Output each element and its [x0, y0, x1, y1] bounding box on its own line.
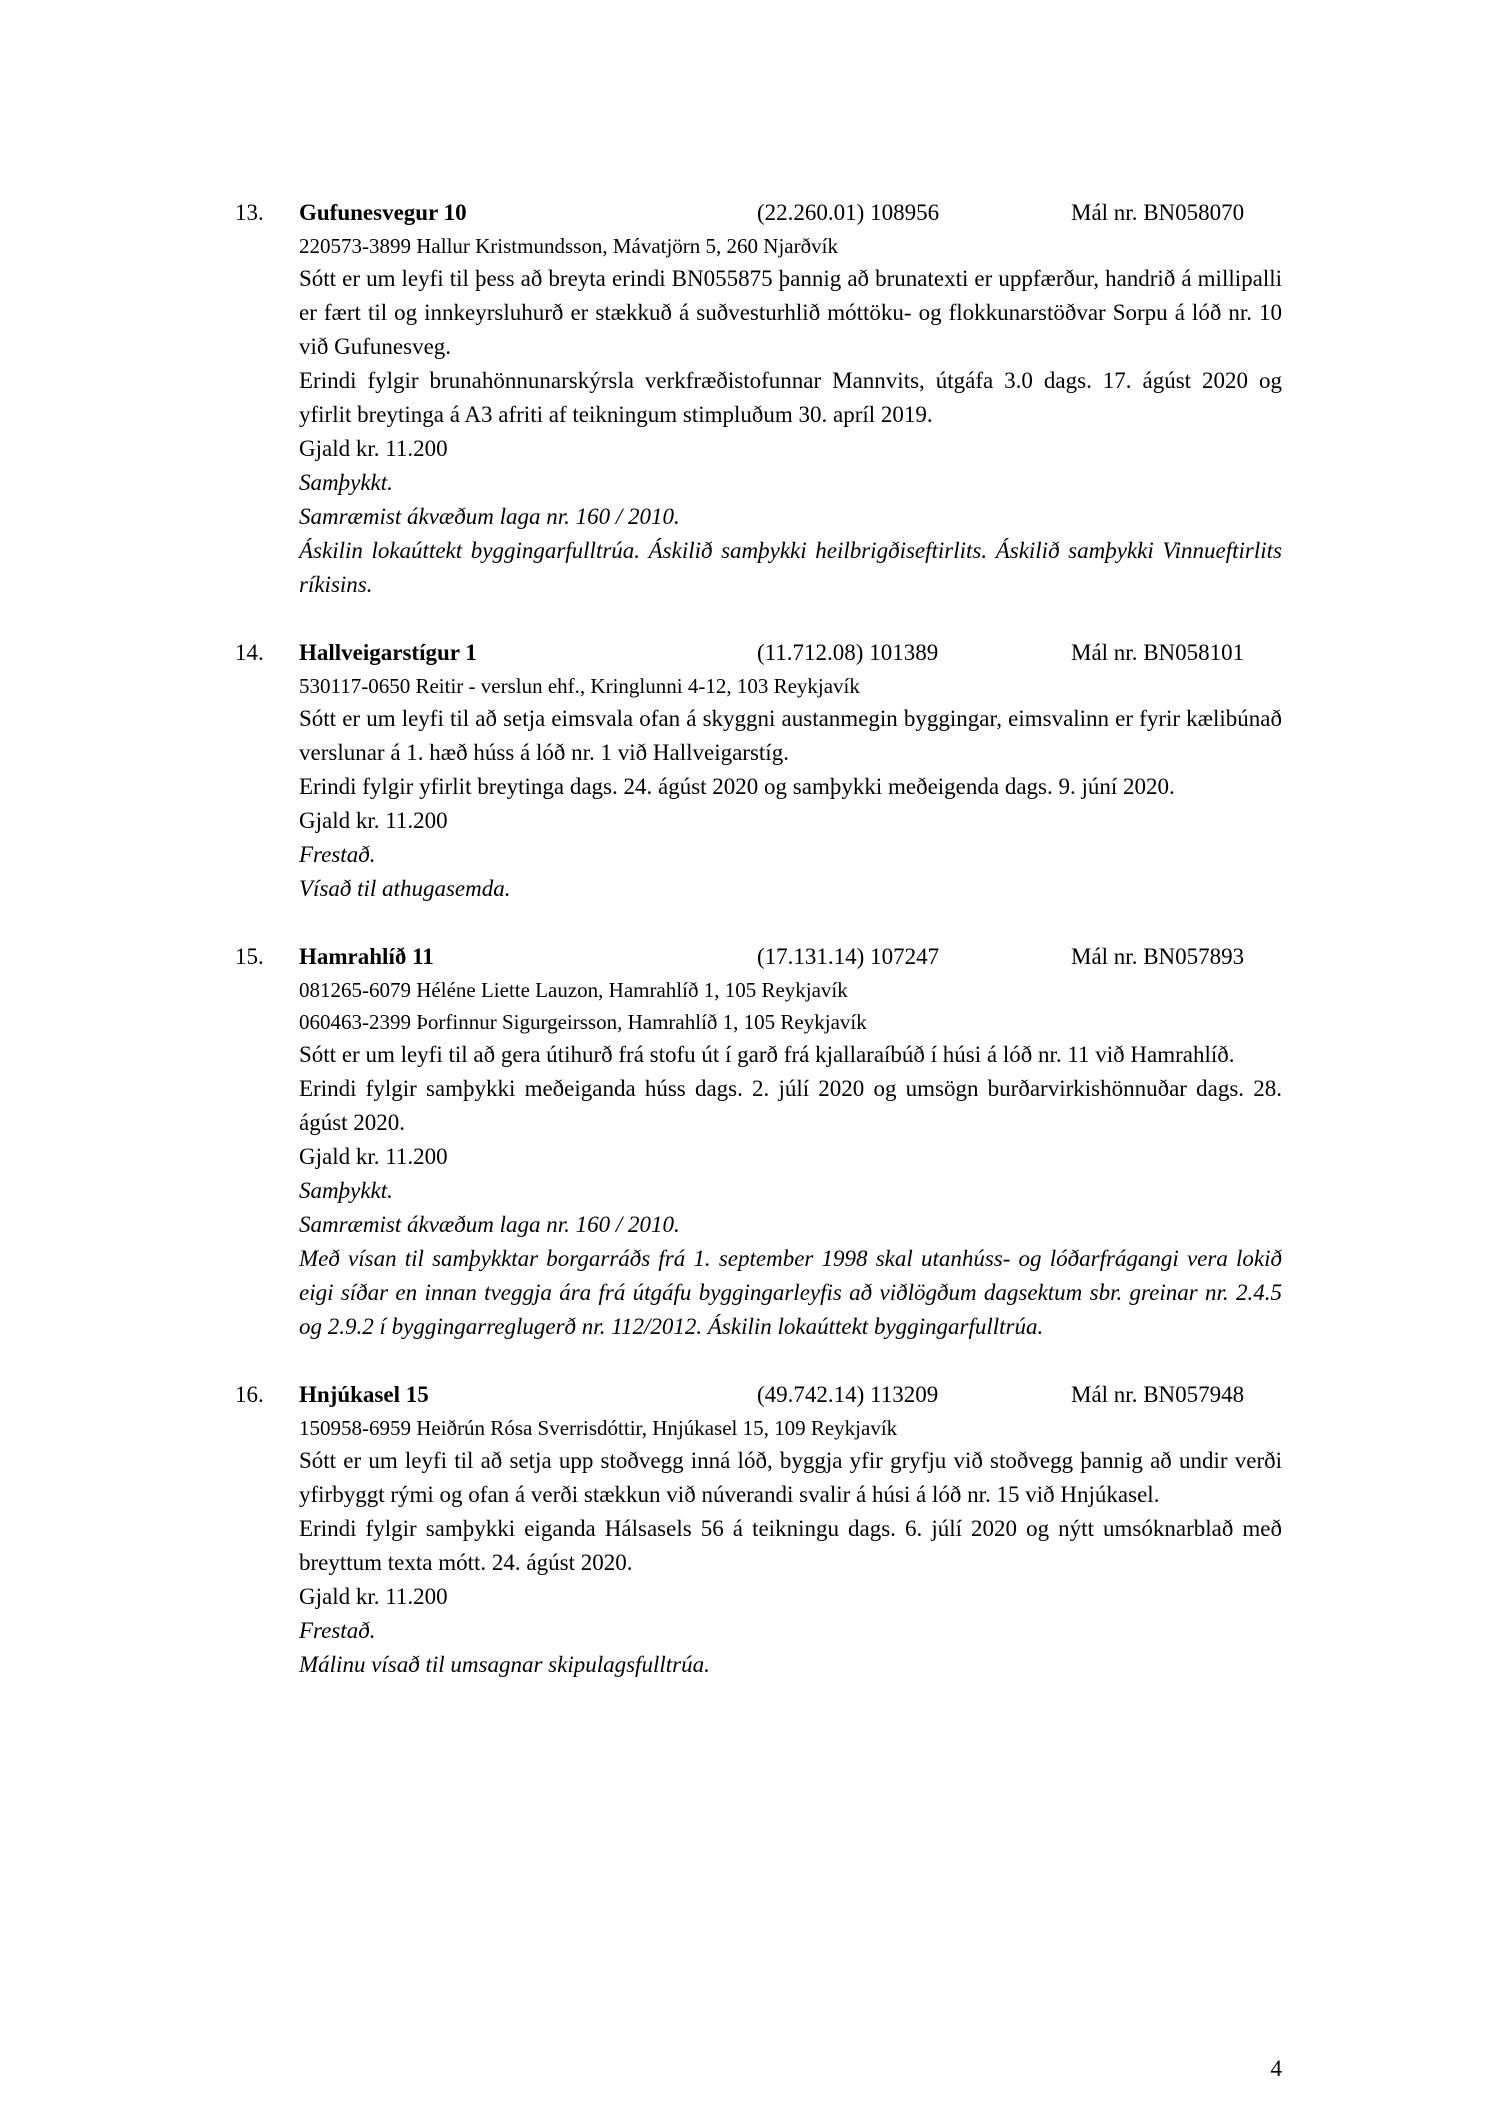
body-paragraph: Sótt er um leyfi til að setja upp stoðvegg inná lóð, byggja yfir gryfju við stoðvegg þannig að undir verði yfirbyggt rými og ofan á verði stækkun við núverandi svalir á húsi á lóð nr. 15 við Hnjúkasel. [299, 1448, 1282, 1507]
item-reference: (11.712.08) 101389 [757, 640, 939, 665]
item-header [235, 1378, 1282, 1412]
item-header [235, 636, 1282, 670]
item-parties [299, 974, 1282, 1038]
item-paragraphs [299, 702, 1282, 906]
item-reference: (49.742.14) 113209 [757, 1382, 939, 1407]
decision-text: Málinu vísað til umsagnar skipulagsfulltrúa. [299, 1652, 710, 1677]
decision-text: Frestað. [299, 842, 376, 867]
item-header [235, 940, 1282, 974]
party-line: 060463-2399 Þorfinnur Sigurgeirsson, Hamrahlíð 1, 105 Reykjavík [299, 1010, 867, 1034]
party-line: 220573-3899 Hallur Kristmundsson, Mávatjörn 5, 260 Njarðvík [299, 234, 838, 258]
decision-text: Vísað til athugasemda. [299, 876, 511, 901]
item-title: Hnjúkasel 15 [299, 1382, 429, 1407]
item-case-number: Mál nr. BN058101 [1071, 640, 1245, 665]
item-number: 15. [235, 944, 264, 969]
agenda-item [235, 1378, 1282, 1682]
decision-text: Samræmist ákvæðum laga nr. 160 / 2010. [299, 504, 680, 529]
agenda-item [235, 636, 1282, 906]
item-case-number: Mál nr. BN057948 [1071, 1382, 1245, 1407]
item-paragraphs [299, 1038, 1282, 1344]
item-parties [299, 670, 1282, 702]
item-body [299, 1412, 1282, 1682]
item-number: 13. [235, 200, 264, 225]
items-container [235, 196, 1282, 1716]
decision-text: Frestað. [299, 1618, 376, 1643]
body-paragraph: Sótt er um leyfi til þess að breyta erindi BN055875 þannig að brunatexti er uppfærður, handrið á millipalli er fært til og innkeyrsluhurð er stækkuð á suðvesturhlið móttöku- og flokkunarstöðvar Sorpu á lóð nr. 10 við Gufunesveg. [299, 266, 1282, 359]
decision-text: Með vísan til samþykktar borgarráðs frá 1. september 1998 skal utanhúss- og lóðarfrágangi vera lokið eigi síðar en innan tveggja ára frá útgáfu byggingarleyfis að viðlögðum dagsektum sbr. greinar nr. 2.4.5 og 2.9.2 í byggingarreglugerð nr. 112/2012. Áskilin lokaúttekt byggingarfulltrúa. [299, 1246, 1282, 1339]
agenda-item [235, 196, 1282, 602]
body-paragraph: Gjald kr. 11.200 [299, 1144, 448, 1169]
body-paragraph: Gjald kr. 11.200 [299, 808, 448, 833]
agenda-item [235, 940, 1282, 1344]
party-line: 530117-0650 Reitir - verslun ehf., Kringlunni 4-12, 103 Reykjavík [299, 674, 860, 698]
party-line: 081265-6079 Héléne Liette Lauzon, Hamrahlíð 1, 105 Reykjavík [299, 978, 848, 1002]
item-case-number: Mál nr. BN057893 [1071, 944, 1245, 969]
body-paragraph: Erindi fylgir samþykki meðeiganda húss dags. 2. júlí 2020 og umsögn burðarvirkishönnuðar dags. 28. ágúst 2020. [299, 1076, 1282, 1135]
body-paragraph: Erindi fylgir samþykki eiganda Hálsasels 56 á teikningu dags. 6. júlí 2020 og nýtt umsóknarblað með breyttum texta mótt. 24. ágúst 2020. [299, 1516, 1282, 1575]
item-body [299, 974, 1282, 1344]
decision-text: Samþykkt. [299, 470, 393, 495]
decision-text: Samræmist ákvæðum laga nr. 160 / 2010. [299, 1212, 680, 1237]
item-parties [299, 230, 1282, 262]
item-case-number: Mál nr. BN058070 [1071, 200, 1245, 225]
body-paragraph: Erindi fylgir yfirlit breytinga dags. 24. ágúst 2020 og samþykki meðeigenda dags. 9. júní 2020. [299, 774, 1175, 799]
body-paragraph: Sótt er um leyfi til að gera útihurð frá stofu út í garð frá kjallaraíbúð í húsi á lóð nr. 11 við Hamrahlíð. [299, 1042, 1235, 1067]
item-body [299, 230, 1282, 602]
body-paragraph: Gjald kr. 11.200 [299, 1584, 448, 1609]
item-number: 16. [235, 1382, 264, 1407]
item-parties [299, 1412, 1282, 1444]
page-number: 4 [1270, 2056, 1282, 2081]
item-number: 14. [235, 640, 264, 665]
item-paragraphs [299, 1444, 1282, 1682]
item-header [235, 196, 1282, 230]
item-title: Hamrahlíð 11 [299, 944, 434, 969]
body-paragraph: Gjald kr. 11.200 [299, 436, 448, 461]
item-body [299, 670, 1282, 906]
item-reference: (22.260.01) 108956 [757, 200, 940, 225]
item-title: Hallveigarstígur 1 [299, 640, 477, 665]
item-title: Gufunesvegur 10 [299, 200, 467, 225]
party-line: 150958-6959 Heiðrún Rósa Sverrisdóttir, Hnjúkasel 15, 109 Reykjavík [299, 1416, 898, 1440]
decision-text: Samþykkt. [299, 1178, 393, 1203]
item-reference: (17.131.14) 107247 [757, 944, 940, 969]
decision-text: Áskilin lokaúttekt byggingarfulltrúa. Áskilið samþykki heilbrigðiseftirlits. Áskilið samþykki Vinnueftirlits ríkisins. [299, 538, 1282, 597]
body-paragraph: Sótt er um leyfi til að setja eimsvala ofan á skyggni austanmegin byggingar, eimsvalinn er fyrir kælibúnað verslunar á 1. hæð húss á lóð nr. 1 við Hallveigarstíg. [299, 706, 1282, 765]
item-paragraphs [299, 262, 1282, 602]
body-paragraph: Erindi fylgir brunahönnunarskýrsla verkfræðistofunnar Mannvits, útgáfa 3.0 dags. 17. ágúst 2020 og yfirlit breytinga á A3 afriti af teikningum stimpluðum 30. apríl 2019. [299, 368, 1282, 427]
